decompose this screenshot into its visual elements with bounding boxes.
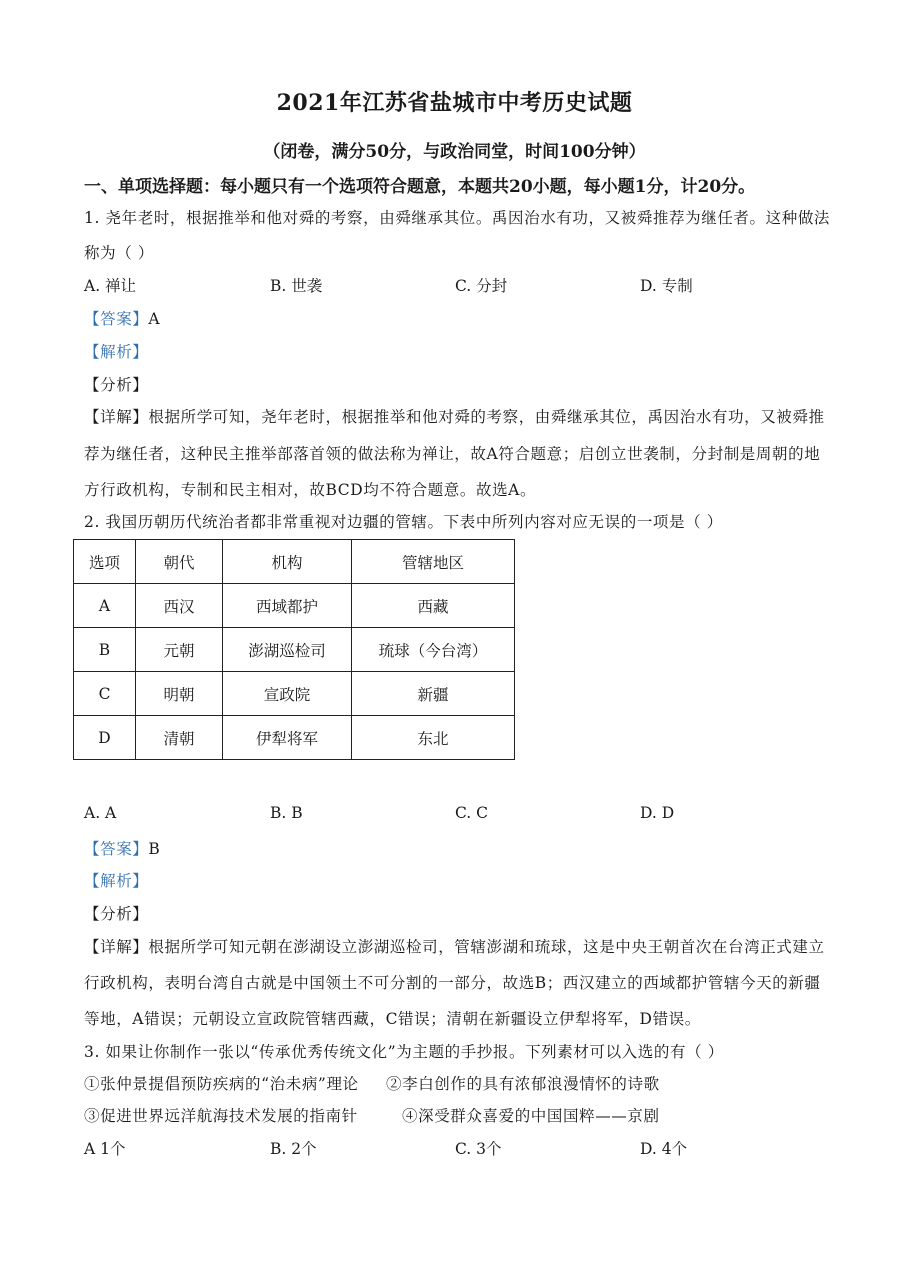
q1-stem-line-2: 称为（ ） bbox=[84, 244, 154, 262]
detail-tag: 【详解】 bbox=[84, 408, 149, 426]
table-cell: 西汉 bbox=[136, 584, 223, 628]
q2-answer bbox=[84, 837, 160, 859]
table-cell: 元朝 bbox=[136, 628, 223, 672]
q3-item-1: ①张仲景提倡预防疾病的“治未病”理论 bbox=[84, 1075, 359, 1093]
table-header-cell: 选项 bbox=[74, 540, 136, 584]
detail-text: 根据所学可知，尧年老时，根据推举和他对舜的考察，由舜继承其位，禹因治水有功，又被舜推 bbox=[148, 408, 825, 426]
table-cell: 明朝 bbox=[136, 672, 223, 716]
table-header-cell: 机构 bbox=[223, 540, 352, 584]
q2-option-a: A. A bbox=[84, 804, 117, 822]
table-cell: 东北 bbox=[352, 716, 515, 760]
section-heading: 一、单项选择题：每小题只有一个选项符合题意，本题共20小题，每小题1分，计20分。 bbox=[84, 177, 756, 197]
table-cell: 西藏 bbox=[352, 584, 515, 628]
q2-table bbox=[73, 539, 515, 760]
q1-option-b: B. 世袭 bbox=[270, 277, 323, 295]
q1-fenxi-tag: 【分析】 bbox=[84, 376, 149, 394]
q1-stem-line-1: 1. 尧年老时，根据推举和他对舜的考察，由舜继承其位。禹因治水有功，又被舜推荐为继任者。这种做法 bbox=[84, 209, 831, 227]
page-title: 2021年江苏省盐城市中考历史试题 bbox=[276, 90, 633, 116]
table-row bbox=[74, 584, 515, 628]
table-cell: 西域都护 bbox=[223, 584, 352, 628]
q2-detail-line-1 bbox=[84, 935, 825, 957]
q1-option-a: A. 禅让 bbox=[84, 277, 137, 295]
q3-option-a: A 1个 bbox=[84, 1140, 126, 1158]
table-cell: 宣政院 bbox=[223, 672, 352, 716]
q3-option-c: C. 3个 bbox=[455, 1140, 502, 1158]
q2-detail-line-3: 等地，A错误；元朝设立宣政院管辖西藏，C错误；清朝在新疆设立伊犁将军，D错误。 bbox=[84, 1010, 701, 1028]
answer-value: B bbox=[148, 840, 161, 858]
q2-option-d: D. D bbox=[640, 804, 675, 822]
answer-tag: 【答案】 bbox=[84, 840, 149, 858]
q2-fenxi-tag: 【分析】 bbox=[84, 905, 149, 923]
table-cell: 澎湖巡检司 bbox=[223, 628, 352, 672]
q3-option-d: D. 4个 bbox=[640, 1140, 688, 1158]
table-header-cell: 管辖地区 bbox=[352, 540, 515, 584]
table-cell: D bbox=[74, 716, 136, 760]
q2-option-c: C. C bbox=[455, 804, 489, 822]
q3-option-b: B. 2个 bbox=[270, 1140, 317, 1158]
q3-stem: 3. 如果让你制作一张以“传承优秀传统文化”为主题的手抄报。下列素材可以入选的有（ ） bbox=[84, 1043, 724, 1061]
q1-detail-line-3: 方行政机构，专制和民主相对，故BCD均不符合题意。故选A。 bbox=[84, 481, 537, 499]
q2-detail-line-2: 行政机构，表明台湾自古就是中国领土不可分割的一部分，故选B；西汉建立的西域都护管辖今天的新疆 bbox=[84, 974, 821, 992]
q1-option-d: D. 专制 bbox=[640, 277, 693, 295]
table-cell: 清朝 bbox=[136, 716, 223, 760]
q1-detail-line-1 bbox=[84, 405, 825, 427]
q1-answer bbox=[84, 307, 160, 329]
page-subtitle: （闭卷，满分50分，与政治同堂，时间100分钟） bbox=[263, 142, 646, 162]
table-row bbox=[74, 628, 515, 672]
answer-value: A bbox=[148, 310, 161, 328]
answer-tag: 【答案】 bbox=[84, 310, 149, 328]
table-cell: 伊犁将军 bbox=[223, 716, 352, 760]
q3-item-3: ③促进世界远洋航海技术发展的指南针 bbox=[84, 1107, 358, 1125]
q2-jiexi-tag: 【解析】 bbox=[84, 872, 149, 890]
q3-item-2: ②李白创作的具有浓郁浪漫情怀的诗歌 bbox=[386, 1075, 660, 1093]
q2-stem: 2. 我国历朝历代统治者都非常重视对边疆的管辖。下表中所列内容对应无误的一项是（ ） bbox=[84, 513, 723, 531]
detail-text: 根据所学可知元朝在澎湖设立澎湖巡检司，管辖澎湖和琉球，这是中央王朝首次在台湾正式建立 bbox=[148, 938, 825, 956]
q1-option-c: C. 分封 bbox=[455, 277, 508, 295]
detail-tag: 【详解】 bbox=[84, 938, 149, 956]
table-header-cell: 朝代 bbox=[136, 540, 223, 584]
table-cell: A bbox=[74, 584, 136, 628]
table-row bbox=[74, 672, 515, 716]
q2-option-b: B. B bbox=[270, 804, 303, 822]
table-cell: C bbox=[74, 672, 136, 716]
table-header-row bbox=[74, 540, 515, 584]
table-row bbox=[74, 716, 515, 760]
table-cell: 琉球（今台湾） bbox=[352, 628, 515, 672]
q1-detail-line-2: 荐为继任者，这种民主推举部落首领的做法称为禅让，故A符合题意；启创立世袭制，分封制是周朝的地 bbox=[84, 445, 821, 463]
table-cell: 新疆 bbox=[352, 672, 515, 716]
table-cell: B bbox=[74, 628, 136, 672]
q3-item-4: ④深受群众喜爱的中国国粹——京剧 bbox=[402, 1107, 660, 1125]
q1-jiexi-tag: 【解析】 bbox=[84, 343, 149, 361]
